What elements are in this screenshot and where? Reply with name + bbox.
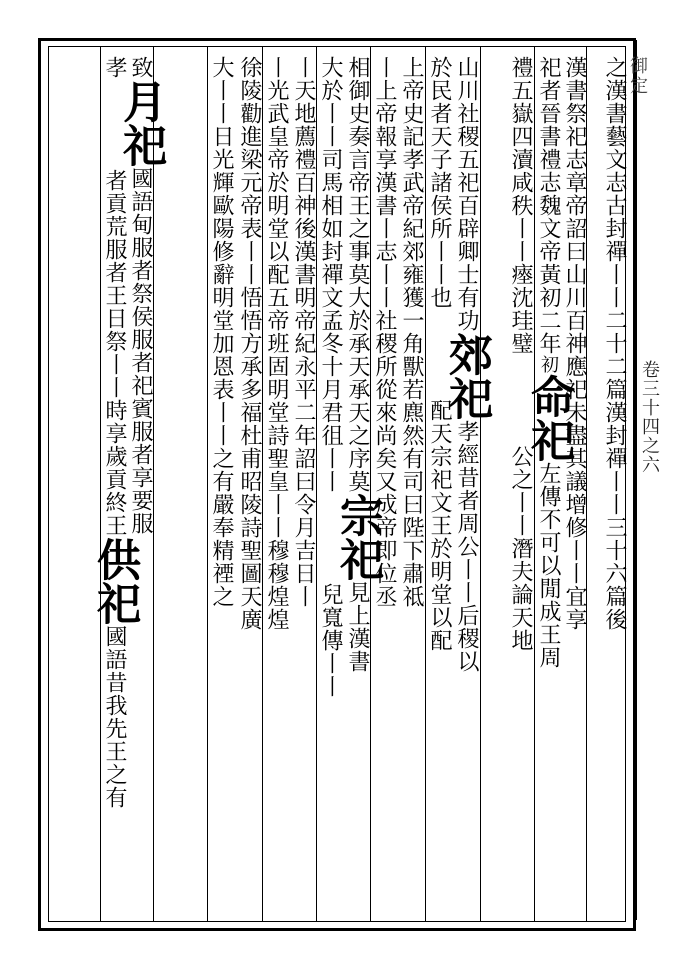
column-text: 丨天地薦禮百神後漢書明帝紀永平二年詔曰令月吉日丨 (291, 56, 316, 608)
column-text: 徐陵勸進梁元帝表丨丨悟悟方承多福杜甫昭陵詩聖圖天廣 (237, 56, 262, 631)
column-text: 於民者天子諸侯所丨丨也 (427, 56, 452, 309)
fore-edge-title: 御定 (627, 56, 648, 96)
text-column (370, 56, 396, 918)
column-text: 祀者晉書禮志魏文帝黃初二年 (536, 56, 561, 355)
column-text: 兒寬傳丨丨 (318, 583, 343, 698)
column-text: 之漢書藝文志古封禪丨丨二十二篇漢封禪丨丨三十六篇後 (602, 56, 627, 631)
text-column (397, 56, 423, 918)
column-text: 致 (128, 56, 153, 79)
column-rule (153, 46, 154, 922)
heading-jiao-si: 郊祀 (441, 332, 492, 420)
text-column (425, 56, 451, 918)
column-text: 見上漢書 (345, 581, 370, 673)
column-text: 大於丨丨司馬相如封禪文孟冬十月君徂丨丨 (318, 56, 343, 493)
column-text: 配天宗祀文王於明堂以配 (427, 399, 452, 652)
text-column (332, 56, 383, 918)
column-text: 丨上帝報享漢書丨志丨丨社稷所從來尚矣又成帝即位丞 (372, 56, 397, 608)
column-text: 左傳不可以閒成王周 (536, 462, 561, 669)
column-text: 禮五嶽四瀆咸秩丨丨瘞沈珪璧 (508, 56, 533, 355)
column-text: 相御史奏言帝王之事莫大於承天承天之序莫 (345, 56, 370, 493)
text-column (586, 56, 626, 918)
heading-ming-si: 命祀 (523, 374, 574, 462)
column-text: 國語昔我先王之有 (102, 625, 127, 809)
column-text: 孝 (102, 56, 127, 79)
column-text: 孝經昔者周公丨丨后稷以 (454, 420, 479, 673)
heading-zong-si: 宗祀 (332, 493, 383, 581)
text-column (115, 56, 166, 918)
column-text: 者貢荒服者王日祭丨丨時享歲貢終王 (102, 169, 127, 537)
text-column (235, 56, 261, 918)
text-column (523, 56, 574, 918)
column-text: 山川社稷五祀百辟卿士有功 (454, 56, 479, 332)
column-text: 大丨丨日光輝歐陽修辭明堂加恩表丨丨之有嚴奉精禋之 (209, 56, 234, 608)
heading-gong-si: 供祀 (89, 537, 140, 625)
column-text: 上帝史記孝武帝紀郊雍獲一角獸若麃然有司曰陛下肅祗 (399, 56, 424, 608)
text-column (289, 56, 315, 918)
column-rule (480, 46, 481, 922)
column-text: 丨光武皇帝於明堂以配五帝班固明堂詩聖皇丨丨穆穆煌煌 (264, 56, 289, 631)
text-column (89, 56, 140, 918)
text-column (316, 56, 342, 918)
text-column (207, 56, 233, 918)
text-column (560, 56, 586, 918)
column-text: 公之丨丨潛夫論天地 (508, 445, 533, 652)
text-column (441, 56, 492, 918)
folio-label: 卷三十四之六 (639, 360, 660, 474)
heading-yue-si: 月祀 (115, 79, 166, 167)
column-text: 漢書祭祀志章帝詔曰山川百神應祀未盡其議增修丨丨宜享 (562, 56, 587, 631)
text-column (506, 56, 532, 918)
text-column (262, 56, 288, 918)
column-text-small: 初 (538, 355, 559, 374)
column-text: 國語甸服者祭侯服者祀賓服者享要服 (128, 167, 153, 535)
